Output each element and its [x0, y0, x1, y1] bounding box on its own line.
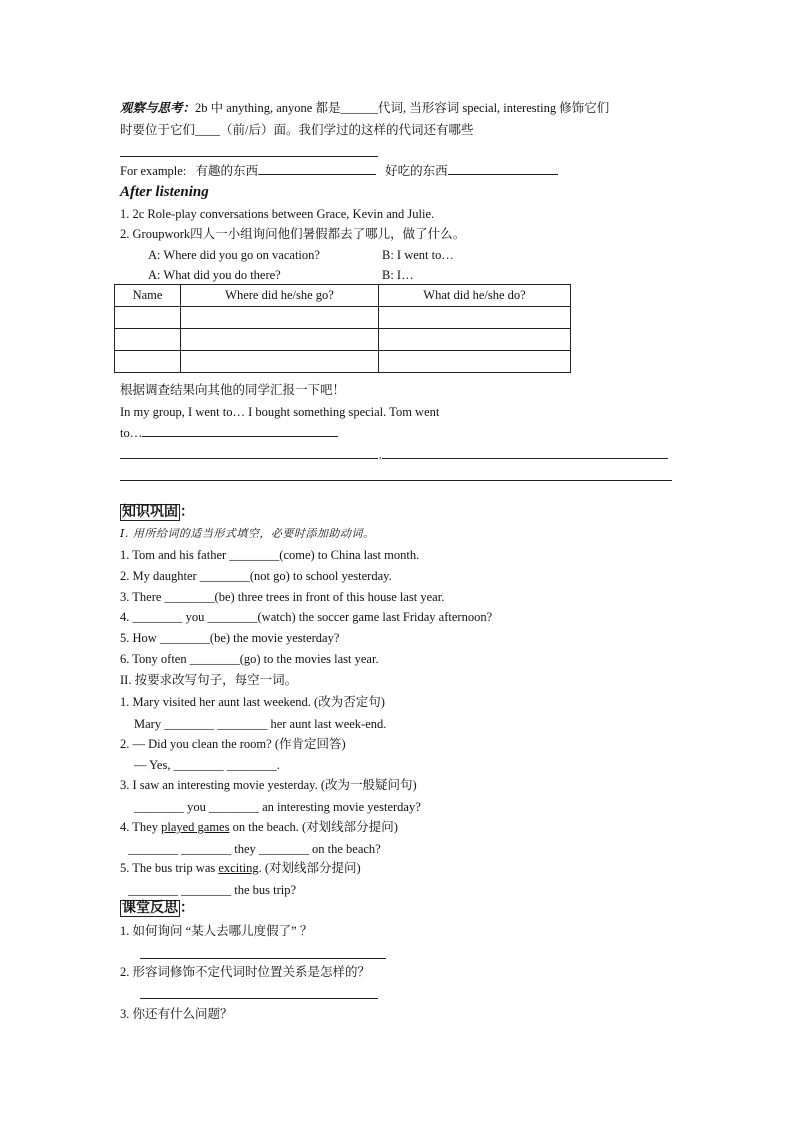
table-cell[interactable]	[115, 329, 181, 351]
reflection-blank-1	[140, 958, 386, 959]
rewrite-question-4: 4. They played games on the beach. (对划线部分提问)	[120, 820, 398, 834]
rewrite-question-5: 5. The bus trip was exciting. (对划线部分提问)	[120, 861, 361, 875]
list-item: 5. How ________(be) the movie yesterday?	[120, 631, 340, 645]
table-cell[interactable]	[181, 351, 379, 373]
list-item: 4. ________ you ________(watch) the soccer game last Friday afternoon?	[120, 610, 493, 624]
rewrite-question-3: 3. I saw an interesting movie yesterday. (改为一般疑问句)	[120, 778, 417, 792]
review-part1-title: I. 用所给词的适当形式填空，必要时添加助动词。	[120, 527, 375, 540]
list-item: 6. Tony often ________(go) to the movies last year.	[120, 652, 379, 666]
example-line	[120, 163, 558, 179]
after-listening-item-1: 1. 2c Role-play conversations between Grace, Kevin and Julie.	[120, 207, 435, 221]
example-prefix: For example:	[120, 164, 187, 178]
table-header-cell: What did he/she do?	[379, 285, 571, 307]
dialogue-line-1b: B: I went to…	[382, 248, 454, 262]
reflection-question-2: 2. 形容词修饰不定代词时位置关系是怎样的？	[120, 965, 371, 979]
reflection-question-1: 1. 如何询问 “某人去哪儿度假了” ？	[120, 924, 313, 938]
rewrite-answer-2: — Yes, ________ ________.	[134, 758, 280, 772]
reflection-blank-2	[140, 998, 378, 999]
table-cell[interactable]	[115, 351, 181, 373]
rewrite-question-1: 1. Mary visited her aunt last weekend. (改为否定句)	[120, 695, 385, 709]
answer-blank-line	[120, 156, 378, 157]
dialogue-line-2b: B: I…	[382, 268, 414, 282]
list-item: 3. There ________(be) three trees in front of this house last year.	[120, 590, 445, 604]
report-line-1: In my group, I went to… I bought something special. Tom went	[120, 405, 440, 419]
table-row	[115, 307, 571, 329]
review-label: 知识巩固	[122, 505, 178, 520]
reflection-label: 课堂反思	[122, 901, 178, 916]
dialogue-line-2a: A: What did you do there?	[148, 268, 281, 282]
table-cell[interactable]	[379, 351, 571, 373]
table-header-cell: Name	[115, 285, 181, 307]
list-item: 1. Tom and his father ________(come) to China last month.	[120, 548, 420, 562]
observe-text-1: 2b 中 anything, anyone 都是______代词, 当形容词 special, interesting 修饰它们	[195, 101, 610, 115]
rewrite-answer-4: ________ ________ they ________ on the beach?	[128, 842, 381, 856]
after-listening-heading: After listening	[120, 184, 209, 200]
observe-line-1	[120, 100, 609, 116]
report-rule	[120, 458, 378, 459]
observe-label: 观察与思考：	[120, 101, 196, 115]
report-blank	[142, 425, 338, 437]
review-heading: 知识巩固 ：	[122, 505, 194, 520]
observe-line-2: 时要位于它们____（前/后）面。我们学过的这样的代词还有哪些	[120, 123, 474, 137]
report-rule	[382, 458, 668, 459]
rewrite-question-2: 2. — Did you clean the room? (作肯定回答)	[120, 737, 346, 751]
rewrite-answer-1: Mary ________ ________ her aunt last week-end.	[134, 717, 387, 731]
list-item: 2. My daughter ________(not go) to school yesterday.	[120, 569, 392, 583]
table-cell[interactable]	[181, 307, 379, 329]
table-cell[interactable]	[379, 307, 571, 329]
review-part2-title: II. 按要求改写句子，每空一词。	[120, 673, 298, 687]
report-line-2-text: to…	[120, 426, 143, 440]
table-cell[interactable]	[181, 329, 379, 351]
report-title: 根据调查结果向其他的同学汇报一下吧！	[120, 383, 346, 397]
survey-table	[114, 284, 571, 373]
underlined-phrase: exciting	[218, 861, 259, 875]
table-row	[115, 329, 571, 351]
example-item-1: 有趣的东西	[195, 164, 258, 178]
example-blank-1	[258, 163, 376, 175]
table-cell[interactable]	[115, 307, 181, 329]
reflection-heading: 课堂反思 ：	[122, 901, 194, 916]
table-cell[interactable]	[379, 329, 571, 351]
worksheet-page: 观察与思考：2b 中 anything, anyone 都是______代词, 当形容词 special, interesting 修饰它们 时要位于它们____（前/后）面。我们学过的这样的代词还有哪些 For example: 有趣的东西 好吃的东西 After listening 1. 2c Role-play conversations between Grace, Kevin and Julie. 2. Groupwork四人一小组询问他们暑假都去了哪儿，做了什么。 A: Where did you go on vacation? B: I went to… A: What did you do there? B: I… Name Where did he/she go? What did he/she do? 根据调查结果向其他的同学汇报一下吧！ In my group, I went to… I bought something special. Tom went to… , 知识巩固 ： I. 用所给词的适当形式填空，必要时添加助动词。 1. Tom and his father ________(come) to China last month. 2. My daughter ________(not go) to school yesterday. 3. There ________(be) three trees in front of this house last year. 4. ________ you ________(watch) the soccer game last Friday afternoon? 5. How ________(be) the movie yesterday? 6. Tony often ________(go) to the movies last year. II. 按要求改写句子，每空一词。 1. Mary visited her aunt last weekend. (改为否定句) Mary ________ ________ her aunt last week-end. 2. — Did you clean the room? (作肯定回答) — Yes, ________ ________. 3. I saw an interesting movie yesterday. (改为一般疑问句) ________ you ________ an interesting movie yesterday? 4. They played games on the beach. (对划线部分提问) ________ ________ they ________ on the beach? 5. The bus trip was exciting. (对划线部分提问) ________ ________ the bus trip? 课堂反思 ： 1. 如何询问 “某人去哪儿度假了” ？ 2. 形容词修饰不定代词时位置关系是怎样的？ 3. 你还有什么问题？	[0, 0, 794, 1123]
example-blank-2	[448, 163, 558, 175]
rewrite-answer-3: ________ you ________ an interesting movie yesterday?	[134, 800, 421, 814]
dialogue-line-1a: A: Where did you go on vacation?	[148, 248, 320, 262]
report-line-2	[120, 425, 338, 441]
report-rule	[120, 480, 672, 481]
rewrite-answer-5: ________ ________ the bus trip?	[128, 883, 297, 897]
table-header-cell: Where did he/she go?	[181, 285, 379, 307]
underlined-phrase: played games	[161, 820, 230, 834]
example-item-2: 好吃的东西	[385, 164, 448, 178]
table-header-row	[115, 285, 571, 307]
after-listening-item-2: 2. Groupwork四人一小组询问他们暑假都去了哪儿，做了什么。	[120, 227, 466, 241]
table-row	[115, 351, 571, 373]
reflection-question-3: 3. 你还有什么问题？	[120, 1007, 233, 1021]
